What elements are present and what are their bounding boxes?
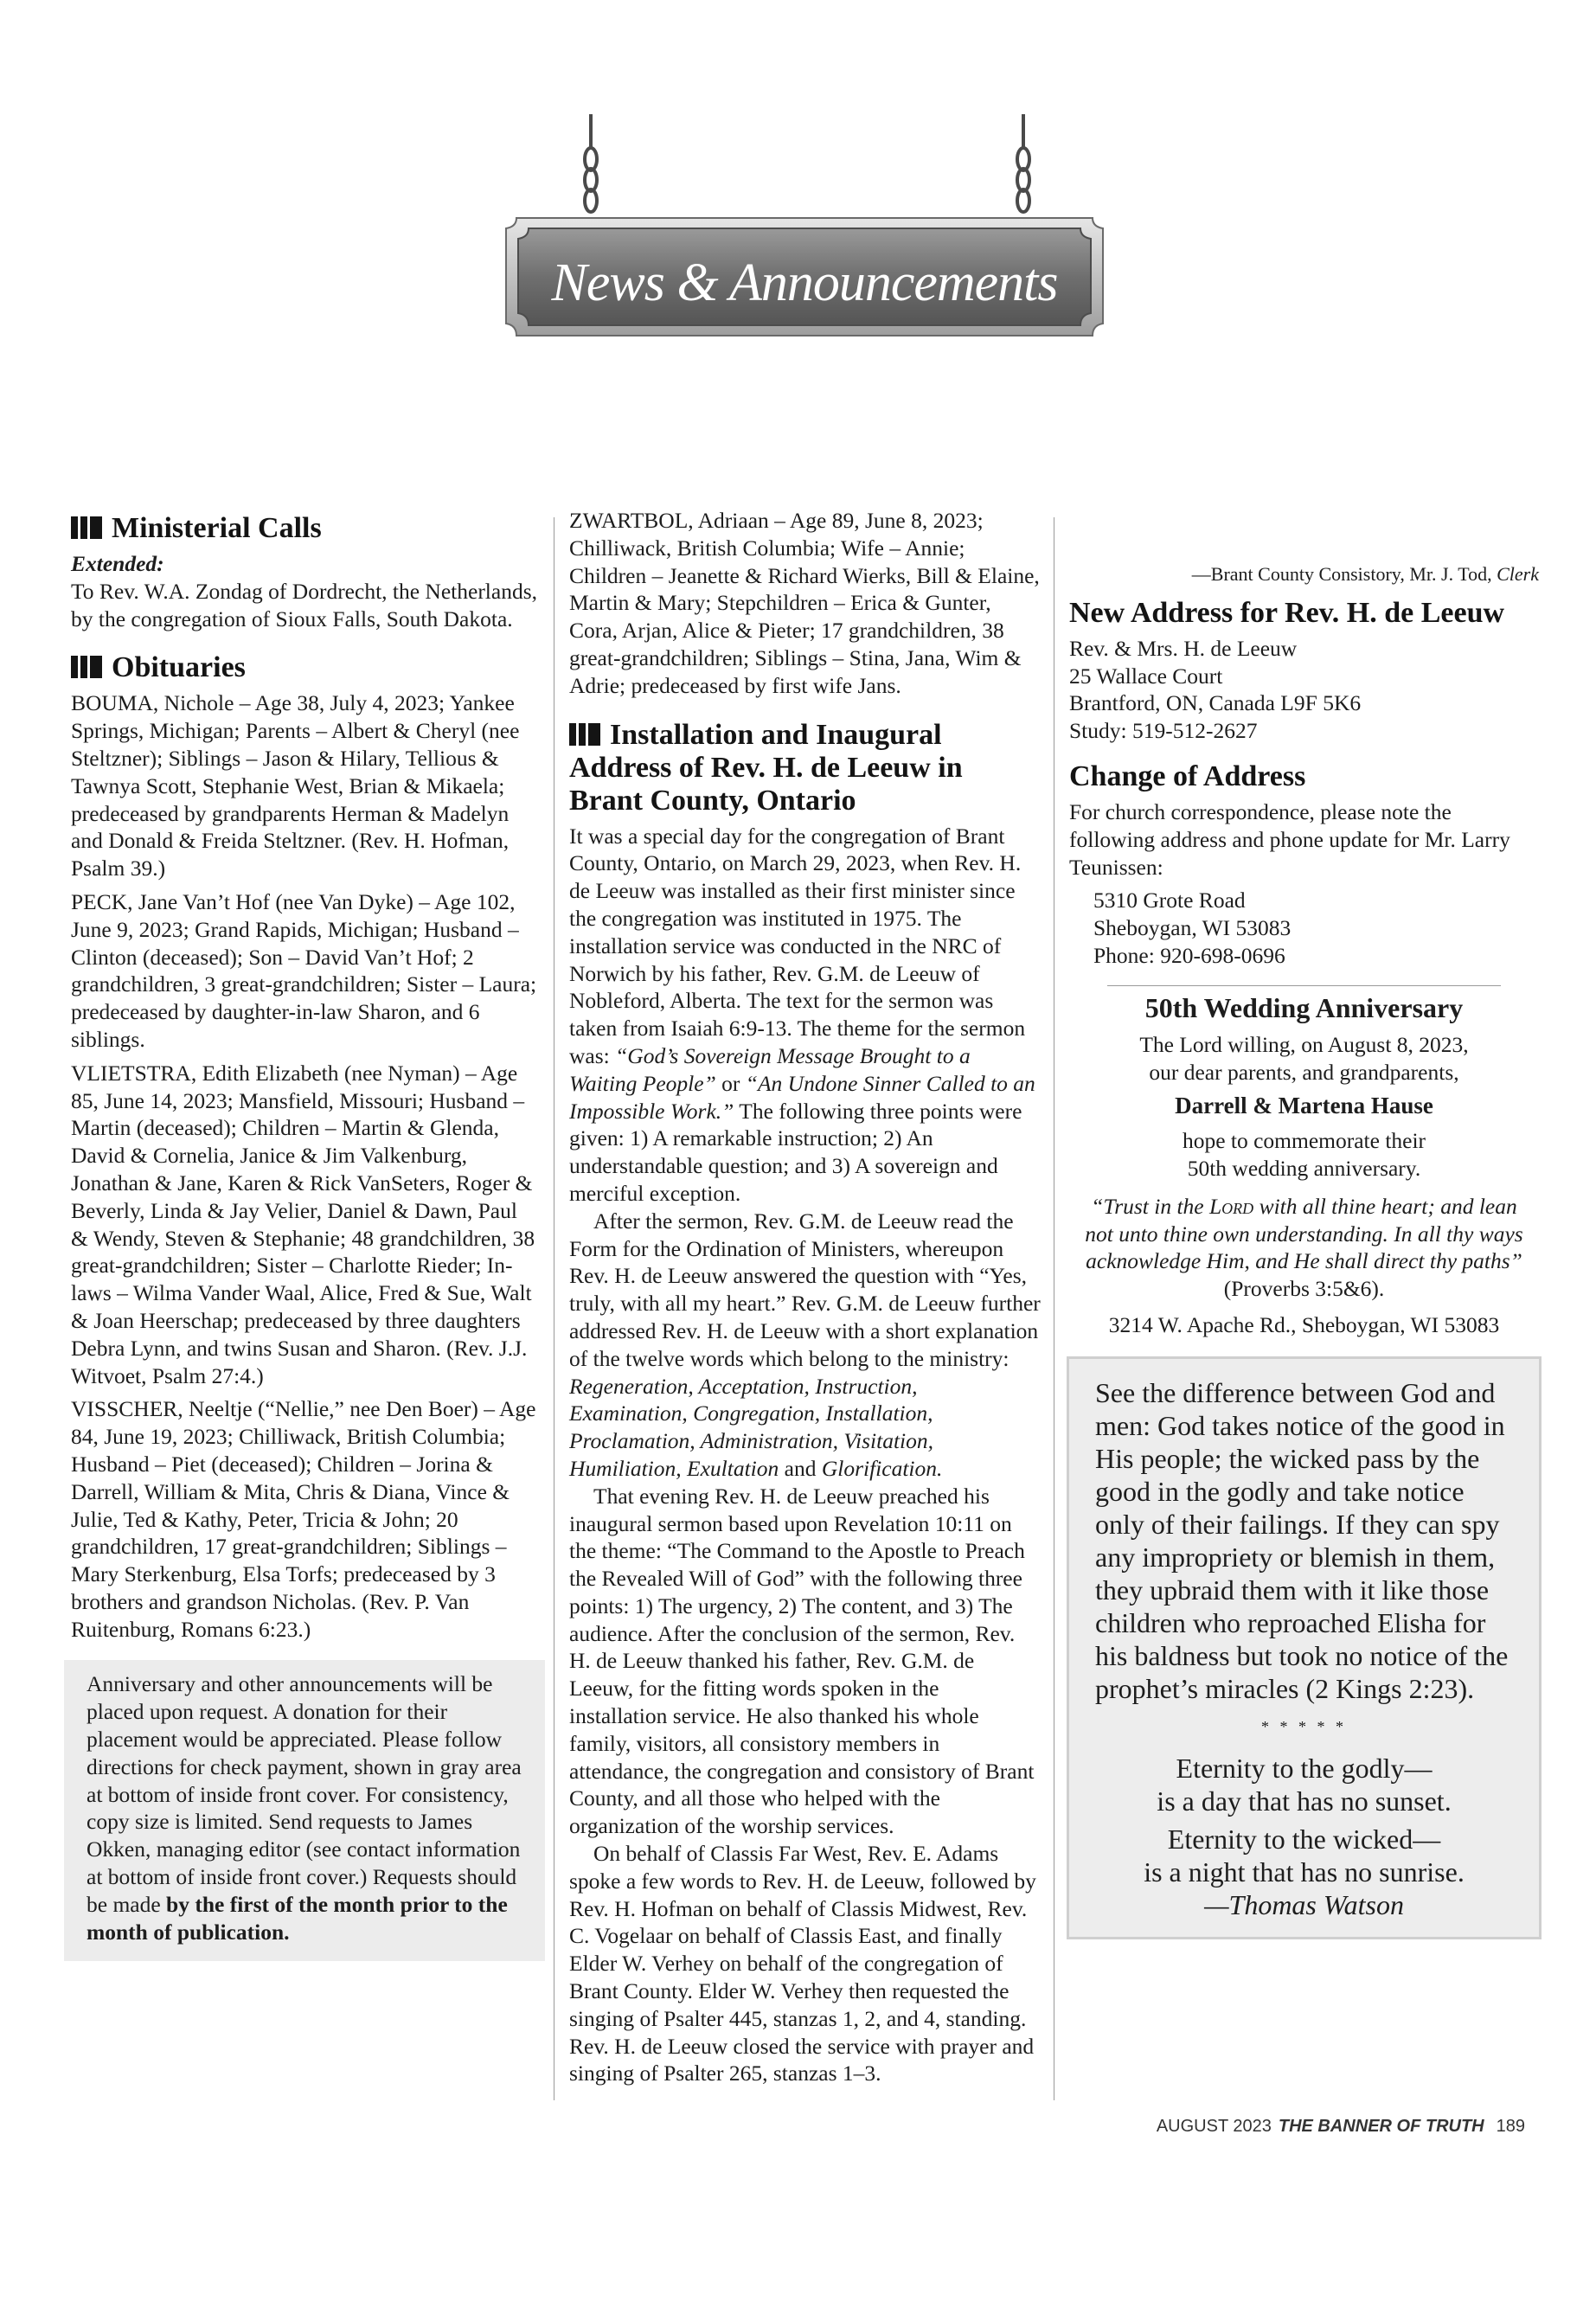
notice-deadline: by the first of the month prior to the month of publication. — [87, 1891, 508, 1945]
obituary-entry: VISSCHER, Neeltje (“Nellie,” nee Den Boer) – Age 84, June 19, 2023; Chilliwack, British Columbia; Husband – Piet (deceased); Children – Jorina & Darrell, William & Mita, Chris & Diana, Vince & Julie, Ted & Kathy, Peter, Tricia & John; 20 grandchildren, 17 great-grandchildren; Siblings – Mary Sterkenburg, Elsa Torfs; predeceased by 3 brothers and grandson Nicholas. (Rev. P. Van Ruitenburg, Romans 6:23.) — [71, 1396, 536, 1642]
column-left — [71, 512, 538, 1961]
installation-paragraph-2: After the sermon, Rev. G.M. de Leeuw read the Form for the Ordination of Ministers, whereupon Rev. H. de Leeuw answered the question with “Yes, truly, with all my heart.” Rev. G.M. de Leeuw further addressed Rev. H. de Leeuw with a short explanation of the twelve words which belong to the ministry: Regeneration, Acceptation, Instruction, Examination, Congregation, Installation, Proclamation, Administration, Visitation, Humiliation, Exultation and Glorification. — [569, 1208, 1041, 1481]
anniversary-announcement — [1085, 985, 1523, 1339]
heading-text: Obituaries — [112, 651, 246, 684]
hanging-sign-graphic — [480, 114, 1129, 365]
section-bars-icon — [71, 512, 105, 544]
section-bars-icon — [71, 651, 105, 683]
obituary-entry: ZWARTBOL, Adriaan – Age 89, June 8, 2023; Chilliwack, British Columbia; Wife – Annie; Children – Jeanette & Richard Wierks, Bill & Elaine, Martin & Mary; Stepchildren – Erica & Gunter, Cora, Arjan, Alice & Pieter; 17 grandchildren, 38 great-grandchildren; Siblings – Stina, Jana, Wim & Adrie; predeceased by first wife Jans. — [569, 508, 1040, 698]
installation-paragraph-1: It was a special day for the congregation of Brant County, Ontario, on March 29, 2023, when Rev. H. de Leeuw was installed as their first minister since the congregation was instituted in 1975. The installation service was conducted in the NRC of Norwich by his father, Rev. G.M. de Leeuw of Nobleford, Alberta. The text for the sermon was taken from Isaiah 6:9-13. The theme for the sermon was: “God’s Sovereign Message Brought to a Waiting People” or “An Undone Sinner Called to an Impossible Work.” The following three points were given: 1) A remarkable instruction; 2) An understandable question; and 3) A sovereign and merciful exception. — [569, 823, 1035, 1206]
footer-magazine: THE BANNER OF TRUTH — [1278, 2117, 1484, 2136]
announcement-notice-box — [64, 1660, 545, 1961]
change-address-line: Sheboygan, WI 53083 — [1093, 915, 1292, 941]
heading-text: Installation and Inaugural Address of Rev. H. de Leeuw in Brant County, Ontario — [569, 718, 963, 817]
ministerial-call-text: To Rev. W.A. Zondag of Dordrecht, the Netherlands, by the congregation of Sioux Falls, South Dakota. — [71, 578, 538, 631]
obituary-entry: VLIETSTRA, Edith Elizabeth (nee Nyman) – Age 85, June 14, 2023; Mansfield, Missouri; Husband – Martin (deceased); Children – Martin & Glenda, David & Cornelia, Janice & Jim Valkenburg, Jonathan & Jane, Karen & Rick VanSeters, Roger & Beverly, Linda & Jay Velier, Daniel & Dawn, Paul & Wendy, Steven & Stephanie; 48 grandchildren, 38 great-grandchildren; Sister – Charlotte Rieder; In-laws – Wilma Vander Waal, Alice, Fred & Sue, Walt & Joan Heerschap; predeceased by three daughters Debra Lynn, and twins Susan and Sharon. (Rev. J.J. Witvoet, Psalm 27:4.) — [71, 1060, 535, 1388]
change-of-address-text: For church correspondence, please note the following address and phone update for Mr. Larry Teunissen: — [1069, 798, 1510, 880]
quote-line: is a night that has no sunrise. — [1144, 1856, 1465, 1888]
section-heading-change-of-address: Change of Address — [1069, 760, 1306, 792]
anniversary-line: hope to commemorate their — [1182, 1128, 1426, 1154]
quote-text: See the difference between God and men: God takes notice of the good in His people; the wicked pass by the good in the godly and take notice only of their failings. If they can spy any impropriety or blemish in them, they upbraid them with it like those children who reproached Elisha for his baldness but took no notice of the prophet’s miracles (2 Kings 2:23). — [1095, 1376, 1509, 1704]
new-address-line: Study: 519-512-2627 — [1069, 718, 1258, 744]
section-bars-icon — [569, 719, 603, 751]
installation-paragraph-3: That evening Rev. H. de Leeuw preached his inaugural sermon based upon Revelation 10:11 on the theme: “The Command to the Apostle to Preach the Revealed Will of God” with the following three points: 1) The urgency, 2) The content, and 3) The audience. After the conclusion of the sermon, Rev. H. de Leeuw thanked his father, Rev. G.M. de Leeuw, for the fitting words spoken in the installation service. He also thanked his whole family, visitors, all consistory members in attendance, the congregation and consistory of Brant County, and all those who helped with the organization of the worship services. — [569, 1483, 1035, 1839]
new-address-line: Rev. & Mrs. H. de Leeuw — [1069, 635, 1298, 661]
column-right — [1069, 561, 1539, 1939]
section-heading-installation — [569, 719, 1041, 817]
anniversary-line: our dear parents, and grandparents, — [1149, 1059, 1459, 1085]
anniversary-line: The Lord willing, on August 8, 2023, — [1139, 1031, 1469, 1057]
obituary-entry: PECK, Jane Van’t Hof (nee Van Dyke) – Age 102, June 9, 2023; Grand Rapids, Michigan; Husband – Clinton (deceased); Son – David Van’t Hof; 2 grandchildren, 3 great-grandchildren; Sister – Laura; predeceased by daughter-in-law Sharon, and 6 siblings. — [71, 888, 537, 1052]
quote-box — [1067, 1356, 1542, 1939]
footer-page-number: 189 — [1496, 2117, 1525, 2136]
notice-text: Anniversary and other announcements will be placed upon request. A donation for their placement would be appreciated. Please follow directions for check payment, shown in gray area at bottom of inside front cover. For consistency, copy size is limited. Send requests to James Okken, managing editor (see contact information at bottom of inside front cover.) Requests should be made — [87, 1671, 522, 1917]
anniversary-verse: “Trust in the Lord with all thine heart; and lean not unto thine own understanding. In all thy ways acknowledge Him, and He shall direct thy paths” (Proverbs 3:5&6). — [1085, 1193, 1523, 1302]
page-title: News & Announcements — [551, 253, 1058, 312]
anniversary-couple-names: Darrell & Martena Hause — [1175, 1093, 1433, 1119]
banner-sign — [480, 114, 1129, 365]
new-address-line: 25 Wallace Court — [1069, 663, 1223, 689]
new-address-line: Brantford, ON, Canada L9F 5K6 — [1069, 690, 1362, 716]
section-heading-ministerial-calls — [71, 512, 538, 545]
quote-line: is a day that has no sunset. — [1157, 1785, 1452, 1817]
column-middle — [569, 507, 1041, 2087]
installation-paragraph-4: On behalf of Classis Far West, Rev. E. Adams spoke a few words to Rev. H. de Leeuw, followed by Rev. H. Hofman on behalf of Classis Midwest, Rev. C. Vogelaar on behalf of Classis East, and finally Elder W. Verhey on behalf of the congregation of Brant County. Elder W. Verhey then requested the singing of Psalter 445, stanzas 1, 2, and 4, standing. Rev. H. de Leeuw closed the service with prayer and singing of Psalter 265, stanzas 1–3. — [569, 1841, 1036, 2086]
change-address-line: Phone: 920-698-0696 — [1093, 942, 1285, 968]
section-heading-obituaries — [71, 651, 538, 684]
change-address-line: 5310 Grote Road — [1093, 888, 1246, 913]
quote-author: —Thomas Watson — [1204, 1888, 1404, 1920]
section-heading-new-address: New Address for Rev. H. de Leeuw — [1069, 596, 1505, 629]
quote-line: Eternity to the wicked— — [1167, 1823, 1441, 1855]
anniversary-title: 50th Wedding Anniversary — [1144, 991, 1464, 1023]
quote-separator: * * * * * — [1261, 1717, 1347, 1735]
quote-line: Eternity to the godly— — [1176, 1752, 1433, 1784]
page-footer — [1157, 2117, 1525, 2137]
anniversary-address: 3214 W. Apache Rd., Sheboygan, WI 53083 — [1108, 1311, 1500, 1337]
subheading-extended: Extended: — [71, 551, 164, 576]
anniversary-line: 50th wedding anniversary. — [1187, 1155, 1421, 1181]
obituary-entry: BOUMA, Nichole – Age 38, July 4, 2023; Yankee Springs, Michigan; Parents – Albert & Cheryl (nee Steltzner); Siblings – Jason & Hilary, Tellious & Tawnya Scott, Stephanie West, Brian & Mikaela; predeceased by grandparents Herman & Madelyn and Donald & Freida Steltzner. (Rev. H. Hofman, Psalm 39.) — [71, 690, 520, 881]
heading-text: Ministerial Calls — [112, 512, 322, 544]
consistory-signature: —Brant County Consistory, Mr. J. Tod, Clerk — [1191, 563, 1539, 585]
footer-issue: AUGUST 2023 — [1156, 2117, 1272, 2136]
